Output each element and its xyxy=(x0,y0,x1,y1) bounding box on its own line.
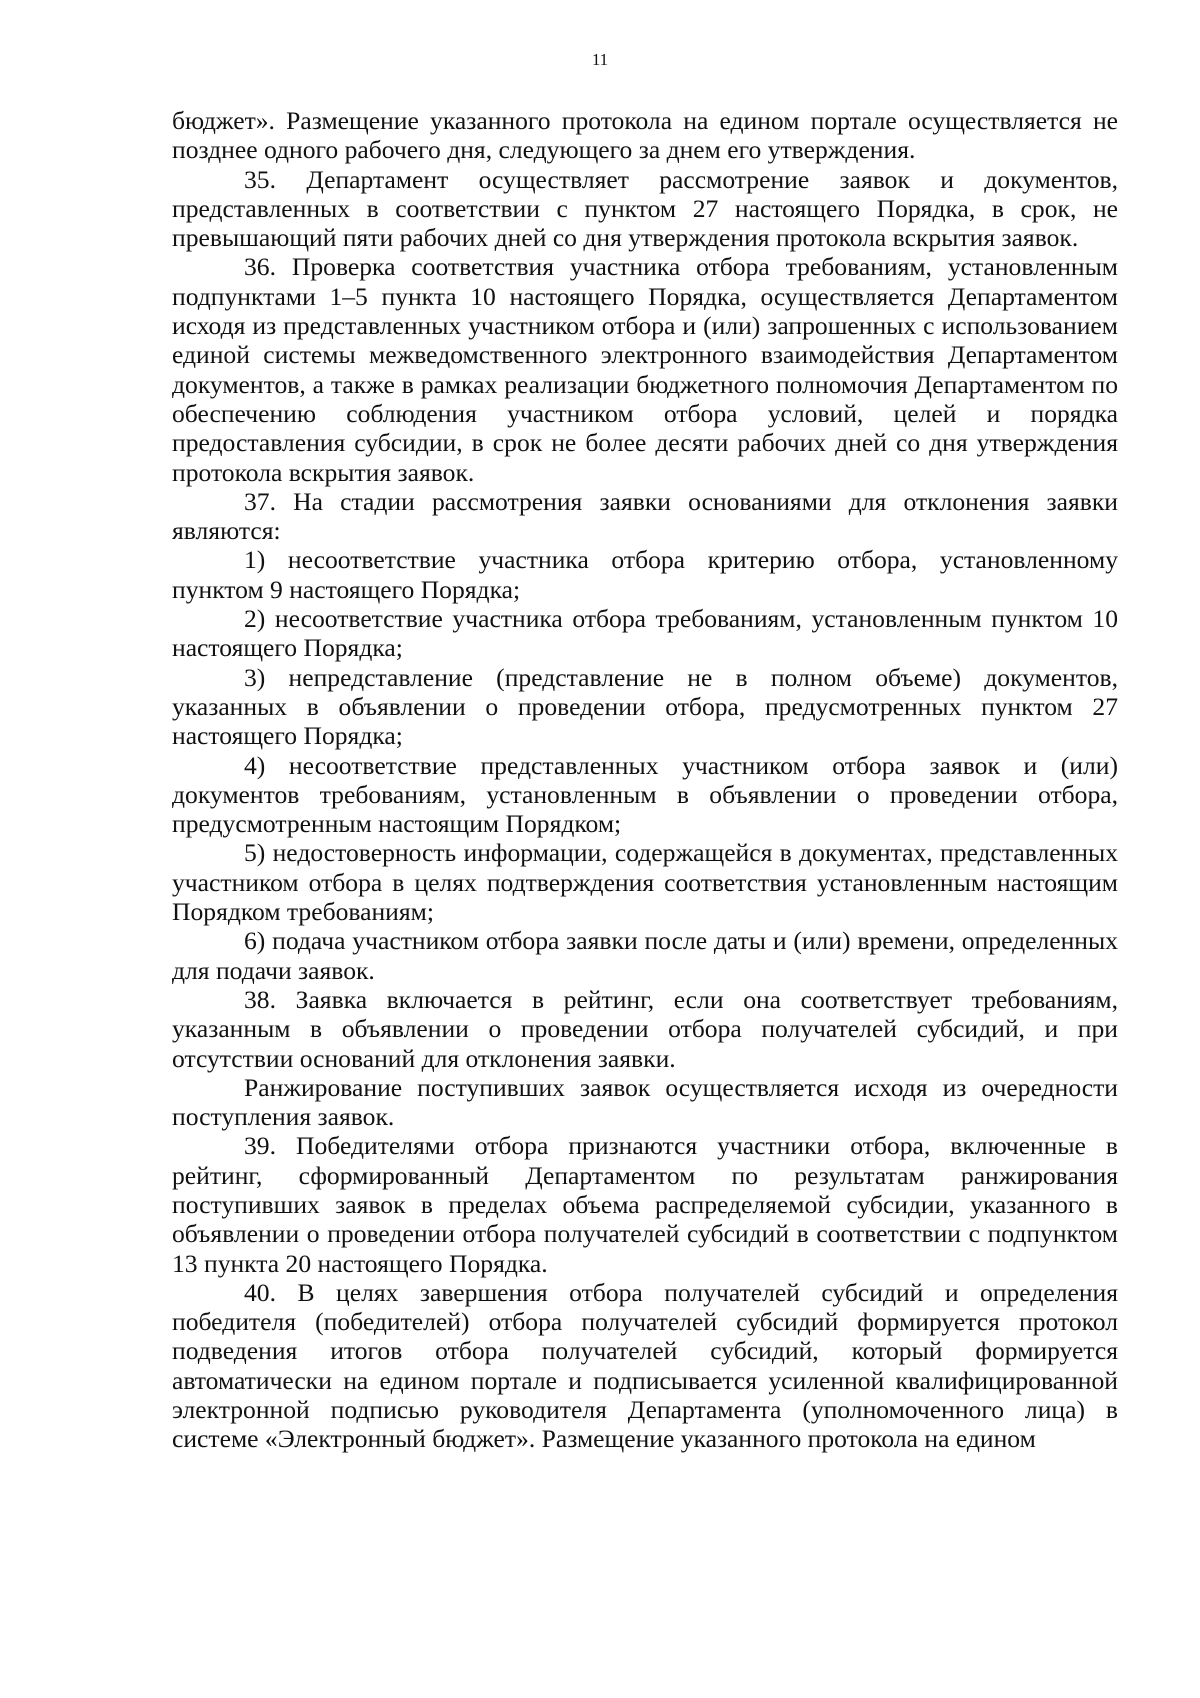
paragraph-36: 36. Проверка соответствия участника отбора требованиям, установленным подпунктами 1–5 пункта 10 настоящего Порядка, осуществляется Департаментом исходя из представленных участником отбора и (или) запрошенных с использованием единой системы межведомственного электронного взаимодействия Департаментом документов, а также в рамках реализации бюджетного полномочия Департаментом по обеспечению соблюдения участником отбора условий, целей и порядка предоставления субсидии, в срок не более десяти рабочих дней со дня утверждения протокола вскрытия заявок. xyxy=(172,252,1118,487)
document-body xyxy=(172,106,1118,1454)
paragraph-38: 38. Заявка включается в рейтинг, если она соответствует требованиям, указанным в объявлении о проведении отбора получателей субсидий, и при отсутствии оснований для отклонения заявки. xyxy=(172,984,1118,1073)
page-number: 11 xyxy=(591,50,609,69)
list-item-4: 4) несоответствие представленных участником отбора заявок и (или) документов требованиям, установленным в объявлении о проведении отбора, предусмотренным настоящим Порядком; xyxy=(172,750,1118,839)
paragraph-40: 40. В целях завершения отбора получателей субсидий и определения победителя (победителей) отбора получателей субсидий формируется протокол подведения итогов отбора получателей субсидий, который формируется автоматически на едином портале и подписывается усиленной квалифицированной электронной подписью руководителя Департамента (уполномоченного лица) в системе «Электронный бюджет». Размещение указанного протокола на едином xyxy=(172,1277,1118,1454)
paragraph-39: 39. Победителями отбора признаются участники отбора, включенные в рейтинг, сформированный Департаментом по результатам ранжирования поступивших заявок в пределах объема распределяемой субсидии, указанного в объявлении о проведении отбора получателей субсидий в соответствии с подпунктом 13 пункта 20 настоящего Порядка. xyxy=(172,1131,1118,1278)
list-item-6: 6) подача участником отбора заявки после даты и (или) времени, определенных для подачи заявок. xyxy=(172,926,1118,985)
list-item-3: 3) непредставление (представление не в полном объеме) документов, указанных в объявлении о проведении отбора, предусмотренных пунктом 27 настоящего Порядка; xyxy=(172,662,1118,751)
paragraph-37: 37. На стадии рассмотрения заявки основаниями для отклонения заявки являются: xyxy=(172,486,1118,546)
list-item-1: 1) несоответствие участника отбора критерию отбора, установленному пунктом 9 настоящего Порядка; xyxy=(172,545,1118,604)
paragraph-ranking: Ранжирование поступивших заявок осуществляется исходя из очередности поступления заявок. xyxy=(172,1072,1118,1132)
list-item-2: 2) несоответствие участника отбора требованиям, установленным пунктом 10 настоящего Порядка; xyxy=(172,604,1118,663)
paragraph-35: 35. Департамент осуществляет рассмотрение заявок и документов, представленных в соответствии с пунктом 27 настоящего Порядка, в срок, не превышающий пяти рабочих дней со дня утверждения протокола вскрытия заявок. xyxy=(172,164,1118,253)
paragraph-continuation: бюджет». Размещение указанного протокола на едином портале осуществляется не позднее одного рабочего дня, следующего за днем его утверждения. xyxy=(172,106,1118,165)
list-item-5: 5) недостоверность информации, содержащейся в документах, представленных участником отбора в целях подтверждения соответствия установленным настоящим Порядком требованиям; xyxy=(172,838,1118,927)
